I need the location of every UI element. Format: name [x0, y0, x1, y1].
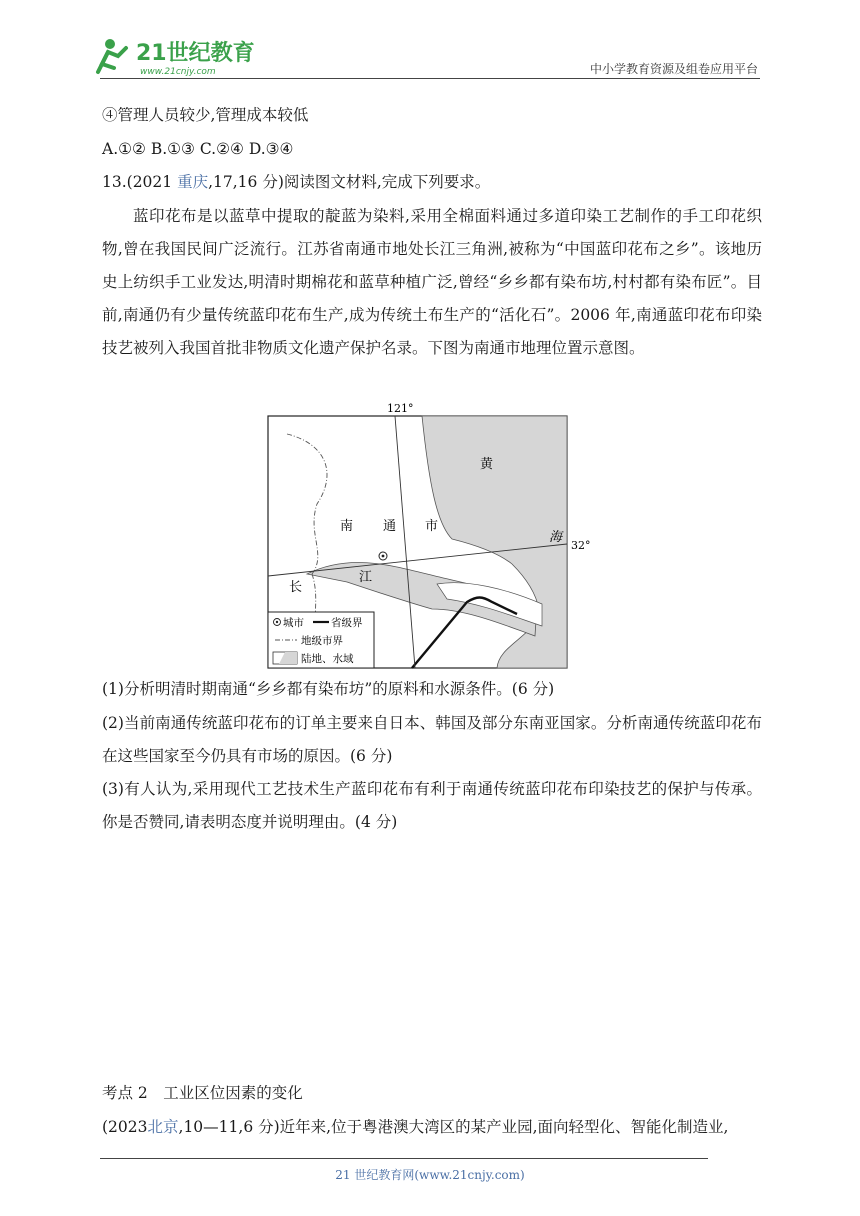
city-label-2: 通 [383, 519, 397, 534]
question-source: 重庆 [177, 173, 209, 191]
lon-label: 121° [387, 402, 414, 415]
next-question-intro: (2023北京,10—11,6 分)近年来,位于粤港澳大湾区的某产业园,面向轻型化、智能化制造业, [102, 1118, 729, 1136]
question-2: (2)当前南通传统蓝印花布的订单主要来自日本、韩国及部分东南亚国家。分析南通传统蓝印花布在这些国家至今仍具有市场的原因。(6 分) [102, 714, 762, 765]
question-source: 北京 [147, 1118, 179, 1136]
question-1: (1)分析明清时期南通“乡乡都有染布坊”的原料和水源条件。(6 分) [102, 680, 555, 698]
material-paragraph: 蓝印花布是以蓝草中提取的靛蓝为染料,采用全棉面料通过多道印染工艺制作的手工印花织物,曾在我国民间广泛流行。江苏省南通市地处长江三角洲,被称为“中国蓝印花布之乡”。该地历史上纺织手工业发达,明清时期棉花和蓝草种植广泛,曾经“乡乡都有染布坊,村村都有染布匠”。目前,南通仍有少量传统蓝印花布生产,成为传统土布生产的“活化石”。2006 年,南通蓝印花布印染技艺被列入我国首批非物质文化遗产保护名录。下图为南通市地理位置示意图。 [102, 207, 762, 357]
logo-sub: www.21cnjy.com [140, 67, 216, 77]
question-3: (3)有人认为,采用现代工艺技术生产蓝印花布有利于南通传统蓝印花布印染技艺的保护与传承。你是否赞同,请表明态度并说明理由。(4 分) [102, 780, 762, 831]
site-logo [92, 34, 262, 80]
sea-label-2: 海 [549, 530, 563, 545]
city-label-1: 南 [340, 519, 354, 534]
answer-choices: A.①② B.①③ C.②④ D.③④ [102, 140, 294, 158]
section-heading: 考点 2 工业区位因素的变化 [102, 1084, 303, 1102]
sea-label-1: 黄 [480, 457, 494, 472]
header-platform-name: 中小学教育资源及组卷应用平台 [589, 62, 758, 76]
river-label-2: 江 [359, 570, 373, 585]
footer-divider [100, 1158, 708, 1159]
option-4: ④管理人员较少,管理成本较低 [102, 106, 309, 124]
logo-text: 21世纪教育 [136, 41, 255, 66]
river-label-1: 长 [289, 580, 303, 595]
city-label-3: 市 [425, 519, 439, 534]
svg-text:陆地、水域: 陆地、水域 [301, 653, 354, 665]
svg-text:省级界: 省级界 [331, 617, 363, 629]
lat-label: 32° [571, 539, 591, 552]
header-divider [100, 78, 760, 79]
svg-text:地级市界: 地级市界 [301, 635, 343, 647]
svg-text:城市: 城市 [283, 617, 304, 629]
question-13-title: 13.(2021 重庆,17,16 分)阅读图文材料,完成下列要求。 [102, 173, 491, 191]
nantong-location-map [267, 402, 591, 670]
footer-text: 21 世纪教育网(www.21cnjy.com) [335, 1168, 525, 1182]
